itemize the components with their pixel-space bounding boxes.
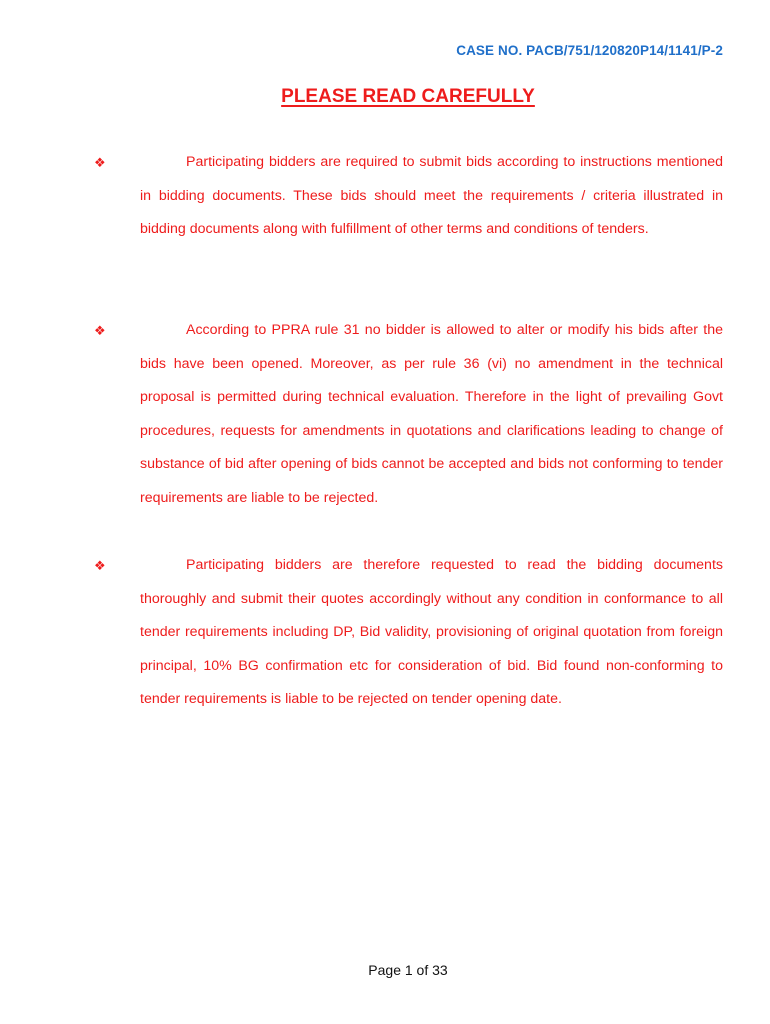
paragraph-text: According to PPRA rule 31 no bidder is allowed to alter or modify his bids after the bids have been opened. Moreover, as per rule 36 (vi) no amendment in the technical proposal is permitted during technical evaluation. Therefore in the light of prevailing Govt procedures, requests for amendments in quotations and clarifications leading to change of substance of bid after opening of bids cannot be accepted and bids not conforming to tender requirements are liable to be rejected. (140, 322, 723, 506)
diamond-bullet-icon: ❖ (94, 323, 106, 338)
page-number: Page 1 of 33 (368, 962, 448, 978)
paragraph-text: Participating bidders are therefore requested to read the bidding documents thoroughly and submit their quotes accordingly without any condition in conformance to all tender requirements including DP, Bid validity, provisioning of original quotation from foreign principal, 10% BG confirmation etc for consideration of bid. Bid found non-conforming to tender requirements is liable to be rejected on tender opening date. (140, 557, 723, 708)
instruction-paragraph-1 (94, 146, 723, 247)
diamond-bullet-icon: ❖ (94, 155, 106, 170)
instruction-paragraph-2 (94, 314, 723, 516)
instruction-paragraph-3 (94, 549, 723, 717)
paragraph-text: Participating bidders are required to submit bids according to instructions mentioned in bidding documents. These bids should meet the requirements / criteria illustrated in bidding documents along with fulfillment of other terms and conditions of tenders. (140, 154, 723, 238)
case-number: CASE NO. PACB/751/120820P14/1141/P-2 (456, 43, 723, 58)
page-title: PLEASE READ CAREFULLY (281, 86, 535, 107)
diamond-bullet-icon: ❖ (94, 558, 106, 573)
